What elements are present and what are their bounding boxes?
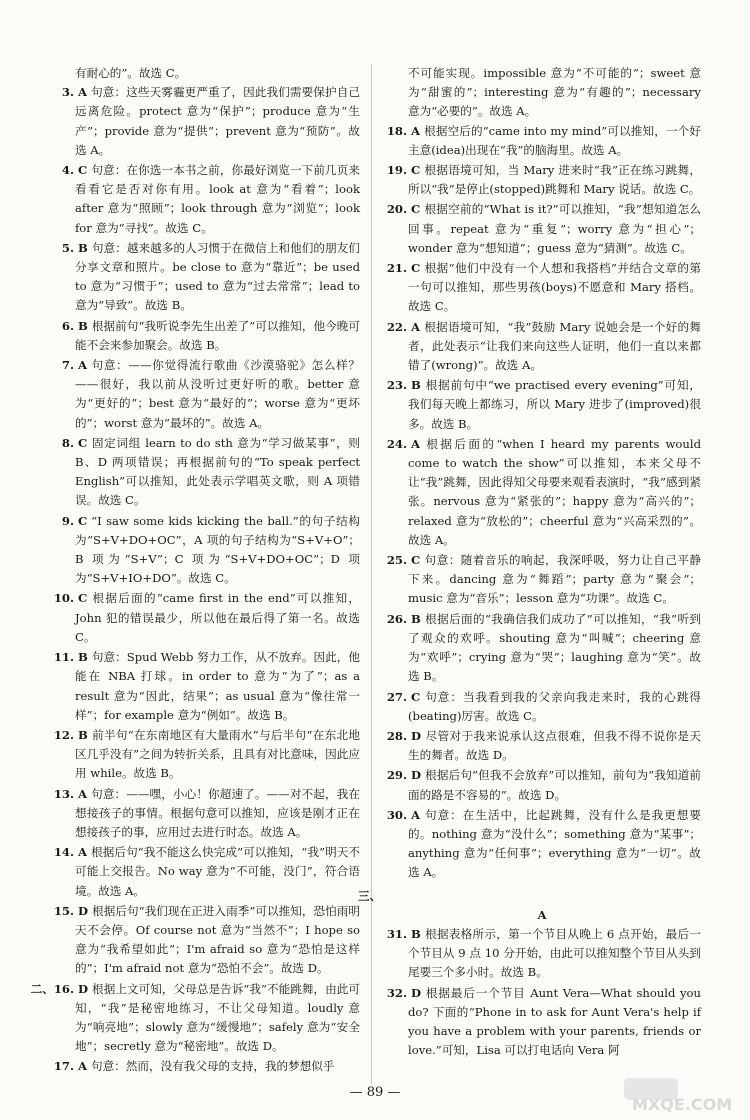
- watermark-logo: [622, 1074, 742, 1114]
- question-number: 17.: [53, 1059, 74, 1074]
- question-number: 19.: [386, 163, 407, 178]
- question-number: 31.: [386, 926, 407, 941]
- explanation-text: 根据上文可知，父母总是告诉“我”不能跳舞，由此可知，“我”是秘密地练习，不让父母知道。loudly 意为“响亮地”；slowly 意为“缓慢地”；safely 意为“安全地”；secretly 意为“秘密地”。故选 D。: [75, 981, 360, 1054]
- page-number: — 89 —: [349, 1085, 401, 1100]
- answer-item: [383, 727, 701, 765]
- explanation-text: 根据后面的“came first in the end”可以推知，John 犯的错误最少，所以他在最后得了第一名。故选 C。: [75, 591, 360, 644]
- answer-letter: A: [411, 123, 420, 138]
- explanation-text: 句意：——你觉得流行歌曲《沙漠骆驼》怎么样？——很好，我以前从没听过更好听的歌。better 意为“更好的”；best 意为“最好的”；worse 意为“更坏的”；worst 意为“最坏的”。故选 A。: [75, 358, 360, 430]
- question-number: 26.: [386, 611, 407, 626]
- explanation-text: 句意：当我看到我的父亲向我走来时，我的心跳得(beating)厉害。故选 C。: [408, 689, 701, 723]
- answer-letter: C: [411, 202, 421, 217]
- question-number: 18.: [386, 123, 407, 138]
- passage-a-heading: A: [537, 907, 547, 922]
- question-number: 13.: [53, 786, 74, 801]
- question-number: 27.: [386, 689, 407, 704]
- answer-letter: A: [411, 807, 420, 822]
- answer-item: [383, 259, 701, 317]
- explanation-text: 根据后句“我们现在正进入雨季”可以推知，恐怕雨明天不会停。Of course not 意为“当然不”；I hope so 意为“我希望如此”；I'm afraid so 意为“恐怕是这样的”；I'm afraid not 意为“恐怕不会”。故选 D。: [75, 903, 360, 976]
- question-number: 5.: [61, 240, 74, 255]
- answer-letter: D: [78, 903, 89, 918]
- answer-item: [50, 589, 360, 647]
- answer-item: [383, 200, 701, 258]
- answer-letter: A: [411, 319, 420, 334]
- question-number: 8.: [61, 435, 74, 450]
- answer-item: [383, 984, 701, 1061]
- explanation-text: 根据后面的“when I heard my parents would come to watch the show”可以推知，本来父母不让“我”跳舞，因此得知父母要来观看表演时，“我”感到紧张。nervous 意为“紧张的”；happy 意为“高兴的”；relaxed 意为“放松的”；cheerful 意为“兴高采烈的”。故选 A。: [408, 436, 701, 547]
- answer-letter: A: [78, 85, 87, 100]
- answer-letter: D: [411, 985, 422, 1000]
- explanation-text: 根据“他们中没有一个人想和我搭档”并结合文章的第一句可以推知，那些男孩(boys)不愿意和 Mary 搭档。故选 C。: [408, 261, 701, 314]
- right-lead-text: 不可能实现。impossible 意为“不可能的”；sweet 意为“甜蜜的”；interesting 意为“有趣的”；necessary 意为“必要的”。故选 A。: [408, 66, 701, 119]
- answer-letter: B: [78, 318, 88, 333]
- explanation-text: 前半句“在东南地区有大量雨水”与后半句“在东北地区几乎没有”之间为转折关系，且具有对比意味，因此应用 while。故选 B。: [75, 727, 360, 781]
- answer-item: [383, 161, 701, 199]
- answer-item: [383, 610, 701, 687]
- answer-letter: C: [78, 435, 88, 450]
- question-number: 6.: [61, 318, 74, 333]
- answer-item: [383, 766, 701, 804]
- explanation-text: 句意：在你选一本书之前，你最好浏览一下前几页来看看它是否对你有用。look at 意为“看着”；look after 意为“照顾”；look through 意为“浏览”；look for 意为“寻找”。故选 C。: [75, 163, 360, 235]
- question-number: 11.: [53, 650, 74, 665]
- explanation-text: “I saw some kids kicking the ball.”的句子结构为“S+V+DO+OC”，A 项的句子结构为“S+V+O”；B 项为“S+V”；C 项为“S+V+DO+OC”；D 项为“S+V+IO+DO”。故选 C。: [75, 513, 360, 586]
- answer-item: [50, 1057, 360, 1076]
- question-number: 23.: [386, 378, 407, 393]
- explanation-text: 尽管对于我来说承认这点很难，但我不得不说你是天生的舞者。故选 D。: [408, 728, 701, 763]
- question-number: 4.: [61, 163, 74, 178]
- explanation-text: 根据后句“我不能这么快完成”可以推知，“我”明天不可能上交报告。No way 意为“不可能，没门”，符合语境。故选 A。: [75, 845, 360, 898]
- answer-letter: D: [411, 768, 422, 783]
- question-number: 22.: [386, 319, 407, 334]
- question-number: 10.: [53, 591, 74, 606]
- answer-letter: C: [411, 163, 421, 178]
- answer-letter: C: [78, 513, 88, 528]
- question-number: 20.: [386, 202, 407, 217]
- left-lead-text: 有耐心的”。故选 C。: [75, 66, 187, 80]
- answer-letter: B: [411, 926, 421, 941]
- answer-item: [383, 551, 701, 609]
- answer-letter: A: [78, 845, 87, 860]
- answer-item: [383, 806, 701, 883]
- question-number: 28.: [386, 728, 407, 743]
- right-answer-list: [383, 122, 701, 883]
- question-number: 7.: [61, 358, 74, 373]
- answer-item: [50, 785, 360, 843]
- answer-item: [383, 376, 701, 434]
- question-number: 21.: [386, 261, 407, 276]
- question-number: 30.: [386, 807, 407, 822]
- answer-item: [50, 902, 360, 979]
- answer-letter: D: [78, 981, 89, 996]
- answer-item: [50, 648, 360, 725]
- explanation-text: 根据空后的“came into my mind”可以推知，一个好主意(idea)出现在“我”的脑海里。故选 A。: [408, 123, 701, 157]
- answer-item: [50, 843, 360, 901]
- answer-letter: B: [78, 650, 88, 665]
- explanation-text: 根据后面的“我确信我们成功了”可以推知，“我”听到了观众的欢呼。shouting 意为“叫喊”；cheering 意为“欢呼”；crying 意为“哭”；laughing 意为“笑”。故选 B。: [408, 611, 701, 684]
- left-column: [30, 64, 360, 1078]
- explanation-text: 根据前句“我听说李先生出差了”可以推知，他今晚可能不会来参加聚会。故选 B。: [75, 318, 360, 352]
- question-number: 15.: [53, 903, 74, 918]
- question-number: 32.: [386, 985, 407, 1000]
- question-number: 14.: [53, 845, 74, 860]
- answer-letter: A: [78, 786, 87, 801]
- answer-item: [383, 925, 701, 983]
- explanation-text: 句意：越来越多的人习惯于在微信上和他们的朋友们分享文章和照片。be close to 意为“靠近”；be used to 意为“习惯于”；used to 意为“过去常常”；lead to 意为“导致”。故选 B。: [75, 240, 360, 313]
- svg-text:MXQE.COM: MXQE.COM: [632, 1095, 733, 1114]
- answer-letter: C: [411, 689, 421, 704]
- answer-item: [383, 122, 701, 160]
- left-answer-list: [30, 83, 360, 1076]
- answer-item: [50, 726, 360, 784]
- answer-letter: B: [411, 378, 421, 393]
- answer-letter: C: [411, 261, 421, 276]
- answer-item: [50, 434, 360, 511]
- answer-item: [50, 356, 360, 433]
- answer-item: [30, 980, 360, 1057]
- explanation-text: 固定词组 learn to do sth 意为“学习做某事”，则 B、D 两项错误；再根据前句的“To speak perfect English”可以推知，此处表示学唱英文歌，则 A 项错误。故选 C。: [75, 435, 360, 508]
- question-number: 25.: [386, 553, 407, 568]
- answer-item: [383, 688, 701, 726]
- question-number: 24.: [386, 436, 407, 451]
- answer-item: [50, 239, 360, 316]
- explanation-text: 句意：Spud Webb 努力工作，从不放弃。因此，他能在 NBA 打球。in order to 意为“为了”；as a result 意为“因此，结果”；as usual 意为“像往常一样”；for example 意为“例如”。故选 B。: [75, 650, 360, 722]
- question-number: 3.: [61, 85, 74, 100]
- explanation-text: 根据前句中“we practised every evening”可知，我们每天晚上都练习，所以 Mary 进步了(improved)很多。故选 B。: [408, 378, 701, 431]
- explanation-text: 根据空前的“What is it?”可以推知，“我”想知道怎么回事。repeat 意为“重复”；worry 意为“担心”；wonder 意为“想知道”；guess 意为“猜测”。故选 C。: [408, 202, 701, 255]
- explanation-text: 根据后句“但我不会放弃”可以推知，前句为“我知道前面的路是不容易的”。故选 D。: [408, 768, 701, 802]
- answer-letter: D: [411, 728, 422, 743]
- column-divider: [371, 64, 372, 1084]
- explanation-text: 根据最后一个节目 Aunt Vera—What should you do? 下面的“Phone in to ask for Aunt Vera's help if you have a problem with your parents, friends or love.”可知，Lisa 可以打电话向 Vera 阿: [408, 985, 701, 1058]
- answer-letter: A: [78, 1059, 87, 1074]
- answer-letter: B: [78, 727, 88, 742]
- section-three-label: 三、: [358, 888, 382, 903]
- answer-item: [50, 512, 360, 589]
- explanation-text: 根据语境可知，“我”鼓励 Mary 说她会是一个好的舞者，此处表示“让我们来向这些人证明，他们一直以来都错了(wrong)”。故选 A。: [408, 319, 701, 373]
- answer-letter: A: [411, 436, 420, 451]
- question-number: 二、16.: [30, 981, 74, 996]
- question-number: 9.: [61, 513, 74, 528]
- answer-letter: B: [411, 611, 421, 626]
- answer-letter: C: [78, 591, 88, 606]
- question-number: 29.: [386, 768, 407, 783]
- answer-letter: A: [78, 358, 87, 373]
- right-answer-list-2: [383, 925, 701, 1060]
- explanation-text: 根据语境可知，当 Mary 进来时“我”正在练习跳舞，所以“我”是停止(stopped)跳舞和 Mary 说话。故选 C。: [408, 163, 701, 197]
- answer-item: [383, 318, 701, 376]
- answer-item: [50, 317, 360, 355]
- explanation-text: 句意：——嘿，小心！你超速了。——对不起，我在想接孩子的事情。根据句意可以推知，应该是刚才正在想接孩子的事，应用过去进行时态。故选 A。: [75, 786, 360, 839]
- answer-item: [50, 161, 360, 238]
- answer-letter: C: [78, 163, 88, 178]
- explanation-text: 根据表格所示，第一个节目从晚上 6 点开始，最后一个节目从 9 点 10 分开始，由此可以推知整个节目从头到尾要三个多小时。故选 B。: [408, 926, 701, 980]
- right-column: [358, 64, 701, 1061]
- explanation-text: 句意：在生活中，比起跳舞，没有什么是我更想要的。nothing 意为“没什么”；something 意为“某事”；anything 意为“任何事”；everything 意为“一切”。故选 A。: [408, 807, 701, 880]
- answer-item: [50, 83, 360, 160]
- question-number: 12.: [53, 727, 74, 742]
- explanation-text: 句意：然而，没有我父母的支持，我的梦想似乎: [91, 1059, 335, 1074]
- answer-letter: C: [411, 553, 421, 568]
- explanation-text: 句意：随着音乐的响起，我深呼吸，努力让自己平静下来。dancing 意为“舞蹈”；party 意为“聚会”；music 意为“音乐”；lesson 意为“功课”。故选 C。: [408, 553, 701, 606]
- explanation-text: 句意：这些天雾霾更严重了，因此我们需要保护自己远离危险。protect 意为“保护”；produce 意为“生产”；provide 意为“提供”；prevent 意为“预防”。故选 A。: [75, 85, 360, 157]
- answer-item: [383, 435, 701, 550]
- answer-letter: B: [78, 240, 88, 255]
